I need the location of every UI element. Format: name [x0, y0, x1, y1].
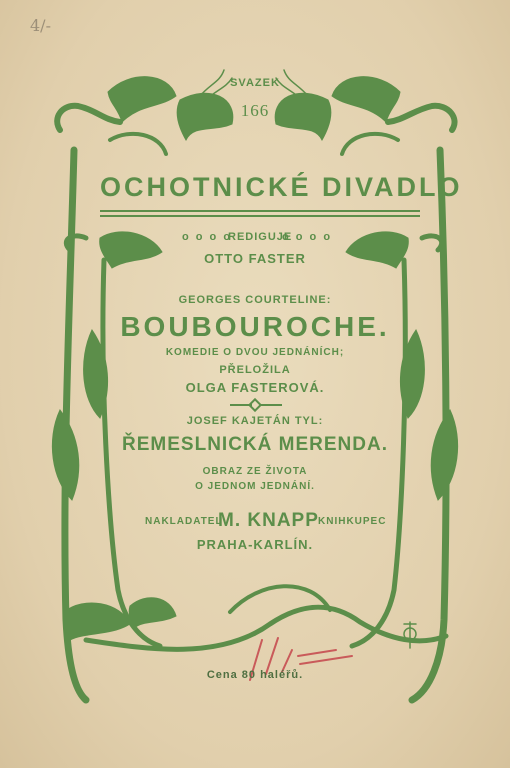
publisher-city: PRAHA-KARLÍN.: [196, 537, 314, 552]
play2-title: ŘEMESLNICKÁ MERENDA.: [122, 434, 388, 455]
divider-right: [260, 404, 282, 406]
rediguje-label: REDIGUJE: [228, 231, 293, 243]
play1-translator: OLGA FASTEROVÁ.: [185, 380, 325, 395]
play1-author: GEORGES COURTELINE:: [178, 294, 332, 306]
series-rule-top: [100, 210, 420, 212]
left-dots: o o o o: [182, 231, 233, 243]
play1-genre: KOMEDIE O DVOU JEDNÁNÍCH;: [165, 347, 345, 358]
price-label: Cena 80 haléřů.: [206, 669, 304, 681]
play2-genre-line1: OBRAZ ZE ŽIVOTA: [202, 466, 308, 477]
svazek-number: 166: [240, 101, 270, 120]
publisher-name: M. KNAPP: [218, 510, 319, 531]
editor-name: OTTO FASTER: [204, 251, 306, 266]
play2-genre-line2: O JEDNOM JEDNÁNÍ.: [195, 481, 315, 492]
series-rule-bottom: [100, 215, 420, 217]
play2-author: JOSEF KAJETÁN TYL:: [186, 415, 324, 427]
right-dots: o o o o: [282, 231, 333, 243]
play1-translated-label: PŘELOŽILA: [219, 364, 291, 376]
publisher-prefix: NAKLADATEL: [145, 516, 223, 527]
publisher-suffix: KNIHKUPEC: [318, 516, 387, 527]
svazek-label: SVAZEK: [230, 77, 280, 89]
handwritten-mark: 4/-: [30, 16, 51, 35]
series-title: OCHOTNICKÉ DIVADLO: [100, 172, 463, 202]
play1-title: BOUBOUROCHE.: [120, 311, 390, 342]
